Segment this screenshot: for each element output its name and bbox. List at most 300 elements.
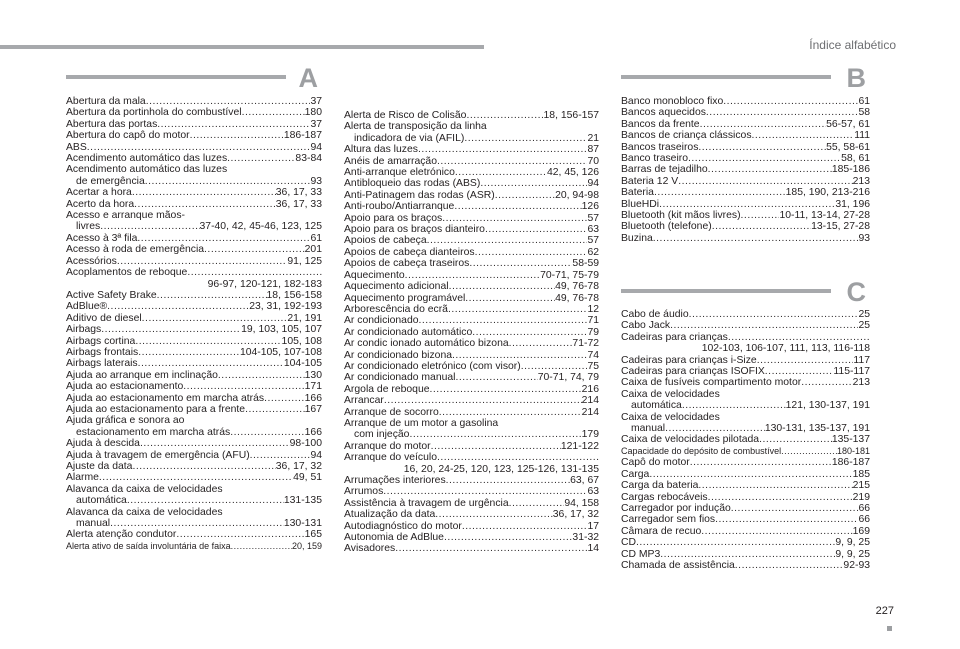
index-entry <box>66 244 322 255</box>
leader-dots <box>435 509 552 520</box>
entry-pages: 36, 17, 32 <box>552 509 599 521</box>
entry-name: Ar condicionado automático <box>344 326 473 338</box>
index-entry <box>66 267 322 278</box>
index-entry-heading: Caixa de velocidades <box>621 411 720 423</box>
index-entry <box>621 119 870 130</box>
index-entry <box>344 407 599 418</box>
leader-dots <box>418 144 588 155</box>
index-entry <box>66 233 322 244</box>
index-entry <box>344 270 599 281</box>
section-c-heading <box>621 277 870 307</box>
leader-dots <box>138 358 284 369</box>
leader-dots <box>242 107 305 118</box>
index-entry <box>344 452 599 463</box>
entry-pages: 131-135 <box>283 495 322 507</box>
entry-name: Bluetooth (kit mãos livres) <box>621 210 741 222</box>
leader-dots <box>521 361 588 372</box>
leader-dots <box>660 549 835 560</box>
index-entry <box>344 293 599 304</box>
leader-dots <box>395 543 587 554</box>
entry-name: estacionamento em marcha atrás <box>76 426 231 438</box>
entry-name: Ar condicionado eletrónico (com visor) <box>344 360 521 372</box>
entry-name: Bancos de criança clássicos <box>621 130 752 142</box>
entry-name: Ar condicionado manual <box>344 372 456 384</box>
leader-dots <box>245 404 305 415</box>
entry-pages: 215 <box>852 480 870 492</box>
index-entry <box>344 247 599 258</box>
entry-name: automática <box>76 495 127 507</box>
index-entry-heading: Acesso e arranque mãos- <box>66 210 185 222</box>
index-entry-heading: Acendimento automático das luzes <box>66 164 228 176</box>
leader-dots <box>227 153 295 164</box>
entry-pages: 121-122 <box>560 440 599 452</box>
entry-name: Ajuda ao estacionamento <box>66 381 184 393</box>
entry-pages: 37-40, 42, 45-46, 123, 125 <box>199 221 322 233</box>
entry-name: manual <box>631 423 666 435</box>
leader-dots <box>444 532 572 543</box>
entry-pages: 49, 76-78 <box>555 292 599 304</box>
entry-name: Apoios de cabeça <box>344 235 427 247</box>
entry-name: Ajuda à travagem de emergência (AFU) <box>66 449 250 461</box>
index-entry <box>344 395 599 406</box>
section-c-rule <box>621 289 831 293</box>
leader-dots <box>708 492 853 503</box>
entry-name: manual <box>76 518 111 530</box>
entry-name: Cadeiras para crianças <box>621 331 728 343</box>
entry-pages: 66 <box>858 502 870 514</box>
leader-dots <box>190 130 284 141</box>
entry-name: Cabo Jack <box>621 320 671 332</box>
leader-dots <box>250 450 311 461</box>
leader-dots <box>437 452 599 463</box>
entry-pages: 58-59 <box>572 258 599 270</box>
leader-dots <box>653 233 859 244</box>
index-entry <box>66 370 322 381</box>
leader-dots <box>455 372 537 383</box>
leader-dots <box>107 301 249 312</box>
entry-pages: 10-11, 13-14, 27-28 <box>779 210 870 222</box>
section-a-rule <box>66 75 286 79</box>
entry-pages: 216 <box>581 383 599 395</box>
entry-name: Argola de reboque <box>344 383 430 395</box>
entry-pages: 37 <box>310 118 322 130</box>
index-entry <box>344 384 599 395</box>
leader-dots <box>472 327 587 338</box>
index-entry <box>621 480 870 491</box>
entry-pages: 42, 45, 126 <box>547 167 599 179</box>
entry-pages: 74 <box>587 349 599 361</box>
leader-dots <box>230 427 304 438</box>
entry-pages: 21 <box>587 132 599 144</box>
entry-pages: 66 <box>858 514 870 526</box>
entry-name: Ar condic ionado automático bizona <box>344 338 509 350</box>
leader-dots <box>99 472 293 483</box>
entry-pages: 165 <box>304 529 322 541</box>
leader-dots <box>480 178 587 189</box>
entry-pages: 214 <box>581 406 599 418</box>
entry-name: AdBlue® <box>66 301 108 313</box>
entry-name: Arrumações interiores <box>344 475 446 486</box>
entry-pages: 117 <box>853 354 870 366</box>
entry-name: Barras de tejadilho <box>621 164 708 176</box>
leader-dots <box>405 270 540 281</box>
entry-name: Banco traseiro <box>621 153 688 165</box>
entry-name: Carregador por indução <box>621 502 731 514</box>
entry-name: Arrancar <box>344 395 384 407</box>
leader-dots <box>659 199 835 210</box>
entry-pages: 94, 158 <box>564 497 599 509</box>
leader-dots <box>231 541 292 552</box>
entry-name: Aquecimento <box>344 269 405 281</box>
index-entry <box>66 438 322 449</box>
leader-dots <box>100 221 199 232</box>
index-entry <box>66 393 322 404</box>
index-entry <box>344 361 599 372</box>
entry-pages: 179 <box>581 429 599 441</box>
index-entry <box>621 423 870 434</box>
index-entry-heading: Alavanca da caixa de velocidades <box>66 483 223 495</box>
entry-name: Antibloqueio das rodas (ABS) <box>344 178 481 190</box>
index-entry <box>344 110 599 121</box>
index-entry <box>66 381 322 392</box>
entry-name: Cadeiras para crianças i-Size <box>621 354 757 366</box>
index-entry <box>66 495 322 506</box>
entry-pages: 70 <box>587 155 599 167</box>
index-entry <box>66 404 322 415</box>
entry-pages: 70-71, 75-79 <box>540 269 599 281</box>
leader-dots <box>455 167 547 178</box>
index-entry <box>621 130 870 141</box>
index-entry <box>344 338 599 349</box>
index-entry <box>66 119 322 130</box>
entry-name: Alarme <box>66 472 99 484</box>
entry-name: Ar condicionado bizona <box>344 349 453 361</box>
leader-dots <box>665 423 765 434</box>
index-entry <box>344 327 599 338</box>
index-entry <box>66 427 322 438</box>
entry-name: BlueHDi <box>621 198 660 210</box>
entry-pages: 169 <box>852 525 870 537</box>
entry-name: Acessórios <box>66 255 117 267</box>
index-entry <box>344 372 599 383</box>
index-entry <box>66 290 322 301</box>
index-entry <box>66 313 322 324</box>
entry-pages: 70-71, 74, 79 <box>537 372 599 384</box>
index-entry <box>621 153 870 164</box>
entry-name: Atualização da data <box>344 509 436 521</box>
entry-pages: 180-181 <box>836 445 870 456</box>
entry-name: Arranque de socorro <box>344 406 439 418</box>
leader-dots <box>636 537 835 548</box>
index-entry <box>621 96 870 107</box>
leader-dots <box>698 480 852 491</box>
leader-dots <box>678 176 852 187</box>
index-entry <box>621 320 870 331</box>
leader-dots <box>765 366 834 377</box>
entry-name: Bateria <box>621 187 654 199</box>
leader-dots <box>495 190 555 201</box>
entry-pages: 79 <box>587 326 599 338</box>
entry-pages: 14 <box>587 543 599 555</box>
entry-pages: 61 <box>310 232 322 244</box>
entry-name: Autodiagnóstico do motor <box>344 520 462 532</box>
index-entry <box>344 304 599 315</box>
entry-pages: 55, 58-61 <box>826 141 870 153</box>
leader-dots <box>759 434 832 445</box>
entry-pages: 185, 190, 213-216 <box>785 187 870 199</box>
entry-name: Banco monobloco fixo <box>621 96 724 107</box>
index-entry-heading: Caixa de velocidades <box>621 388 720 400</box>
index-entry <box>621 503 870 514</box>
leader-dots <box>101 324 241 335</box>
leader-dots <box>469 258 572 269</box>
leader-dots <box>485 224 587 235</box>
section-a-heading <box>66 63 322 93</box>
index-entry-heading: Arranque de um motor a gasolina <box>344 417 499 429</box>
entry-pages: 92-93 <box>843 559 870 571</box>
index-entry <box>66 142 322 153</box>
index-entry <box>344 429 599 440</box>
entry-pages: 57 <box>587 235 599 247</box>
index-entry <box>621 309 870 320</box>
index-entry <box>621 514 870 525</box>
entry-pages: 20, 159 <box>291 540 322 551</box>
entry-name: Buzina <box>621 232 653 244</box>
index-entry <box>344 235 599 246</box>
entry-pages: 13-15, 27-28 <box>811 221 870 233</box>
entry-pages: 214 <box>581 395 599 407</box>
leader-dots <box>454 201 581 212</box>
page-marker <box>887 626 892 631</box>
index-entry <box>621 332 870 343</box>
entry-pages: 135-137 <box>831 434 870 446</box>
section-c-letter: C <box>846 277 866 307</box>
entry-name: Ajuda ao estacionamento para a frente <box>66 403 246 415</box>
leader-dots <box>801 377 852 388</box>
leader-dots <box>157 290 267 301</box>
entry-name: Bancos da frente <box>621 118 700 130</box>
entry-name: indicadora de via (AFIL) <box>354 132 465 144</box>
entry-pages: 94 <box>587 178 599 190</box>
index-entry <box>344 509 599 520</box>
entry-name: Acesso à 3ª fila <box>66 232 138 244</box>
leader-dots <box>135 336 281 347</box>
entry-name: Cabo de áudio <box>621 309 689 320</box>
entry-pages: 61 <box>858 96 870 107</box>
entry-pages: 63, 67 <box>570 475 599 486</box>
entry-name: Apoio para os braços dianteiro <box>344 224 485 236</box>
leader-dots <box>446 475 570 486</box>
index-entry <box>621 221 870 232</box>
entry-pages: 213 <box>852 175 870 187</box>
index-entry <box>621 107 870 118</box>
leader-dots <box>741 210 780 221</box>
entry-name: Carregador sem fios <box>621 514 716 526</box>
entry-name: Bateria 12 V <box>621 175 679 187</box>
entry-pages: 126 <box>581 201 599 213</box>
index-entry <box>344 178 599 189</box>
index-entry <box>621 199 870 210</box>
entry-name: Active Safety Brake <box>66 289 157 301</box>
entry-name: Capacidade do depósito de combustível <box>621 445 782 456</box>
index-entry <box>621 164 870 175</box>
entry-name: Arborescência do ecrã <box>344 303 448 315</box>
entry-pages: 104-105 <box>283 358 322 370</box>
index-entry <box>621 446 870 457</box>
index-entry <box>344 144 599 155</box>
entry-name: Caixa de velocidades pilotada <box>621 434 760 446</box>
leader-dots <box>427 235 588 246</box>
entry-name: Aditivo de diesel <box>66 312 142 324</box>
entry-pages: 186-187 <box>283 130 322 142</box>
page-number: 227 <box>875 605 894 617</box>
entry-name: Airbags frontais <box>66 346 139 358</box>
index-entry <box>621 434 870 445</box>
leader-dots <box>110 518 284 529</box>
entry-name: Chamada de assistência <box>621 559 735 571</box>
entry-name: Abertura da mala <box>66 96 146 107</box>
section-a-letter: A <box>298 63 318 93</box>
entry-name: CD MP3 <box>621 548 661 560</box>
leader-dots <box>781 446 837 457</box>
index-entry <box>344 475 599 486</box>
entry-pages: 58, 61 <box>841 153 870 165</box>
entry-name: de emergência <box>76 175 145 187</box>
entry-pages: 104-105, 107-108 <box>239 346 322 358</box>
entry-name: Arrumos <box>344 486 384 498</box>
leader-dots <box>383 486 587 497</box>
leader-dots <box>701 526 852 537</box>
entry-name: ABS <box>66 141 87 153</box>
entry-name: Anéis de amarração <box>344 155 437 167</box>
entry-pages: 94 <box>310 449 322 461</box>
index-column-a-continued <box>344 110 599 555</box>
entry-name: Acoplamentos de reboque <box>66 267 188 279</box>
entry-name: Aquecimento adicional <box>344 281 449 293</box>
index-entry <box>621 492 870 503</box>
entry-pages: 94 <box>310 141 322 153</box>
entry-name: Ajuda ao estacionamento em marcha atrás <box>66 392 265 404</box>
leader-dots <box>87 142 311 153</box>
leader-dots <box>384 395 582 406</box>
entry-pages: 98-100 <box>289 438 322 450</box>
leader-dots <box>218 370 305 381</box>
entry-name: Anti-roubo/Antiarranque <box>344 201 455 213</box>
leader-dots <box>706 107 859 118</box>
entry-name: Alerta de Risco de Colisão <box>344 110 467 121</box>
leader-dots <box>670 320 858 331</box>
leader-dots <box>688 153 841 164</box>
index-entry <box>344 350 599 361</box>
entry-name: Altura das luzes <box>344 144 418 156</box>
entry-name: Carga <box>621 468 650 480</box>
entry-pages: 17 <box>587 520 599 532</box>
leader-dots <box>127 495 284 506</box>
entry-name: Acendimento automático das luzes <box>66 153 228 165</box>
index-entry <box>621 549 870 560</box>
entry-pages: 21, 191 <box>287 312 322 324</box>
index-entry <box>621 187 870 198</box>
entry-pages: 31, 196 <box>835 198 870 210</box>
index-column-b <box>621 96 870 244</box>
leader-dots <box>204 244 305 255</box>
entry-name: com injeção <box>354 429 410 441</box>
entry-pages: 171 <box>304 381 322 393</box>
entry-pages: 58 <box>858 107 870 119</box>
entry-pages: 20, 94-98 <box>555 189 599 201</box>
entry-name: Arranque do veículo <box>344 452 437 464</box>
leader-dots <box>187 267 322 278</box>
entry-pages: 219 <box>852 491 870 503</box>
leader-dots <box>409 429 581 440</box>
entry-name: Cargas rebocáveis <box>621 491 708 503</box>
index-entry <box>344 486 599 497</box>
entry-pages: 18, 156-158 <box>266 289 322 301</box>
index-entry <box>66 176 322 187</box>
leader-dots <box>132 187 276 198</box>
index-entry <box>344 315 599 326</box>
leader-dots <box>157 119 310 130</box>
leader-dots <box>439 407 582 418</box>
entry-pages: 57 <box>587 212 599 224</box>
index-entry <box>621 210 870 221</box>
leader-dots <box>708 164 832 175</box>
entry-pages: 166 <box>304 426 322 438</box>
index-entry <box>66 529 322 540</box>
entry-name: Bluetooth (telefone) <box>621 221 712 233</box>
leader-dots <box>145 176 311 187</box>
index-entry <box>66 187 322 198</box>
entry-pages: 105, 108 <box>281 335 322 347</box>
entry-pages: 63 <box>587 486 599 498</box>
index-entry <box>344 441 599 452</box>
index-entry <box>66 358 322 369</box>
entry-pages: 87 <box>587 144 599 156</box>
index-entry <box>344 167 599 178</box>
index-entry <box>621 457 870 468</box>
leader-dots <box>437 156 587 167</box>
entry-pages: 93 <box>858 232 870 244</box>
index-entry <box>66 301 322 312</box>
leader-dots <box>654 187 786 198</box>
index-entry <box>621 142 870 153</box>
leader-dots <box>176 529 304 540</box>
entry-pages: 62 <box>587 246 599 258</box>
leader-dots <box>757 355 854 366</box>
entry-pages: 213 <box>852 377 870 389</box>
index-entry <box>621 526 870 537</box>
leader-dots <box>140 438 290 449</box>
leader-dots <box>464 133 587 144</box>
index-entry-heading: Alavanca da caixa de velocidades <box>66 506 223 518</box>
leader-dots <box>134 199 276 210</box>
index-entry <box>344 521 599 532</box>
entry-name: Abertura das portas <box>66 118 158 130</box>
index-entry-heading: Ajuda gráfica e sonora ao <box>66 415 185 427</box>
entry-pages: 31-32 <box>572 532 599 544</box>
index-entry <box>344 498 599 509</box>
leader-dots <box>509 338 573 349</box>
leader-dots <box>466 110 543 121</box>
entry-pages: 166 <box>304 392 322 404</box>
leader-dots <box>698 142 826 153</box>
entry-pages: 23, 31, 192-193 <box>249 301 322 313</box>
entry-pages: 75 <box>587 360 599 372</box>
leader-dots <box>509 498 565 509</box>
leader-dots <box>430 384 582 395</box>
leader-dots <box>715 514 858 525</box>
entry-name: Câmara de recuo <box>621 525 702 537</box>
